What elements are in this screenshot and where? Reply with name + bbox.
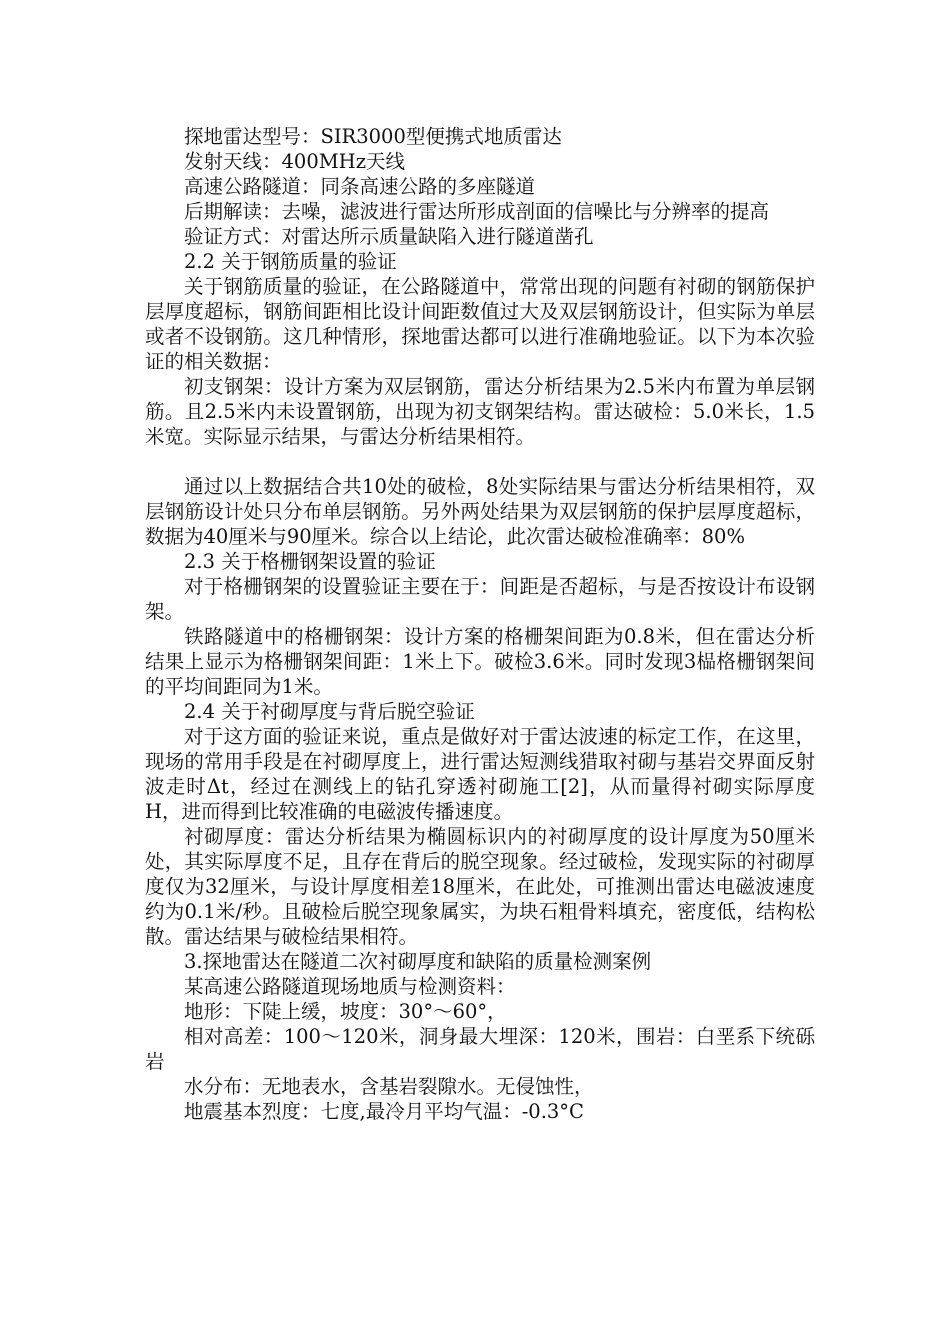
section-heading-2-3: 2.3 关于格栅钢架设置的验证 xyxy=(184,550,436,573)
paragraph-tunnel: 高速公路隧道：同条高速公路的多座隧道 xyxy=(184,175,536,198)
paragraph-rebar-quality: 关于钢筋质量的验证，在公路隧道中，常常出现的问题有衬砌的钢筋保护层厚度超标，钢筋间距相比设计间距数值过大及双层钢筋设计，但实际为单层或者不设钢筋。这几种情形，探地雷达都可以进行准确地验证。以下为本次验证的相关数据： xyxy=(145,275,815,373)
paragraph-grid-frame-railway: 铁路隧道中的格栅钢架：设计方案的格栅架间距为0.8米，但在雷达分析结果上显示为格栅钢架间距：1米上下。破检3.6米。同时发现3榀格栅钢架间的平均间距同为1米。 xyxy=(145,625,815,698)
paragraph-site-data: 某高速公路隧道现场地质与检测资料： xyxy=(184,975,516,998)
paragraph-grid-frame-intro: 对于格栅钢架的设置验证主要在于：间距是否超标，与是否按设计布设钢架。 xyxy=(145,575,815,623)
paragraph-seismic: 地震基本烈度：七度,最冷月平均气温：-0.3°C xyxy=(184,1100,584,1123)
paragraph-accuracy: 通过以上数据结合共10处的破检，8处实际结果与雷达分析结果相符，双层钢筋设计处只分布单层钢筋。另外两处结果为双层钢筋的保护层厚度超标，数据为40厘米与90厘米。综合以上结论，此次雷达破检准确率：80% xyxy=(145,475,815,548)
paragraph-water: 水分布：无地表水，含基岩裂隙水。无侵蚀性， xyxy=(184,1075,594,1098)
section-heading-2-4: 2.4 关于衬砌厚度与背后脱空验证 xyxy=(184,700,475,723)
paragraph-post-interpretation: 后期解读：去噪，滤波进行雷达所形成剖面的信噪比与分辨率的提高 xyxy=(184,200,770,223)
paragraph-verification-method: 验证方式：对雷达所示质量缺陷入进行隧道凿孔 xyxy=(184,225,594,248)
document-body xyxy=(145,124,815,1124)
section-heading-2-2: 2.2 关于钢筋质量的验证 xyxy=(184,250,397,273)
paragraph-elevation: 相对高差：100～120米，洞身最大埋深：120米，围岩：白垩系下统砾岩 xyxy=(145,1025,815,1073)
paragraph-wave-velocity: 对于这方面的验证来说，重点是做好对于雷达波速的标定工作，在这里，现场的常用手段是在衬砌厚度上，进行雷达短测线猎取衬砌与基岩交界面反射波走时Δt，经过在测线上的钻孔穿透衬砌施工[2]，从而量得衬砌实际厚度H，进而得到比较准确的电磁波传播速度。 xyxy=(145,725,815,823)
paragraph-terrain: 地形：下陡上缓，坡度：30°～60°， xyxy=(184,1000,507,1023)
paragraph-lining-thickness: 衬砌厚度：雷达分析结果为椭圆标识内的衬砌厚度的设计厚度为50厘米处，其实际厚度不足，且存在背后的脱空现象。经过破检，发现实际的衬砌厚度仅为32厘米，与设计厚度相差18厘米，在此处，可推测出雷达电磁波速度约为0.1米/秒。且破检后脱空现象属实，为块石粗骨料填充，密度低，结构松散。雷达结果与破检结果相符。 xyxy=(145,825,815,948)
paragraph-radar-model: 探地雷达型号：SIR3000型便携式地质雷达 xyxy=(184,125,562,148)
paragraph-antenna: 发射天线：400MHz天线 xyxy=(184,150,405,173)
paragraph-initial-support: 初支钢架：设计方案为双层钢筋，雷达分析结果为2.5米内布置为单层钢筋。且2.5米内未设置钢筋，出现为初支钢架结构。雷达破检：5.0米长，1.5米宽。实际显示结果，与雷达分析结果相符。 xyxy=(145,375,815,448)
section-heading-3: 3.探地雷达在隧道二次衬砌厚度和缺陷的质量检测案例 xyxy=(184,950,652,973)
